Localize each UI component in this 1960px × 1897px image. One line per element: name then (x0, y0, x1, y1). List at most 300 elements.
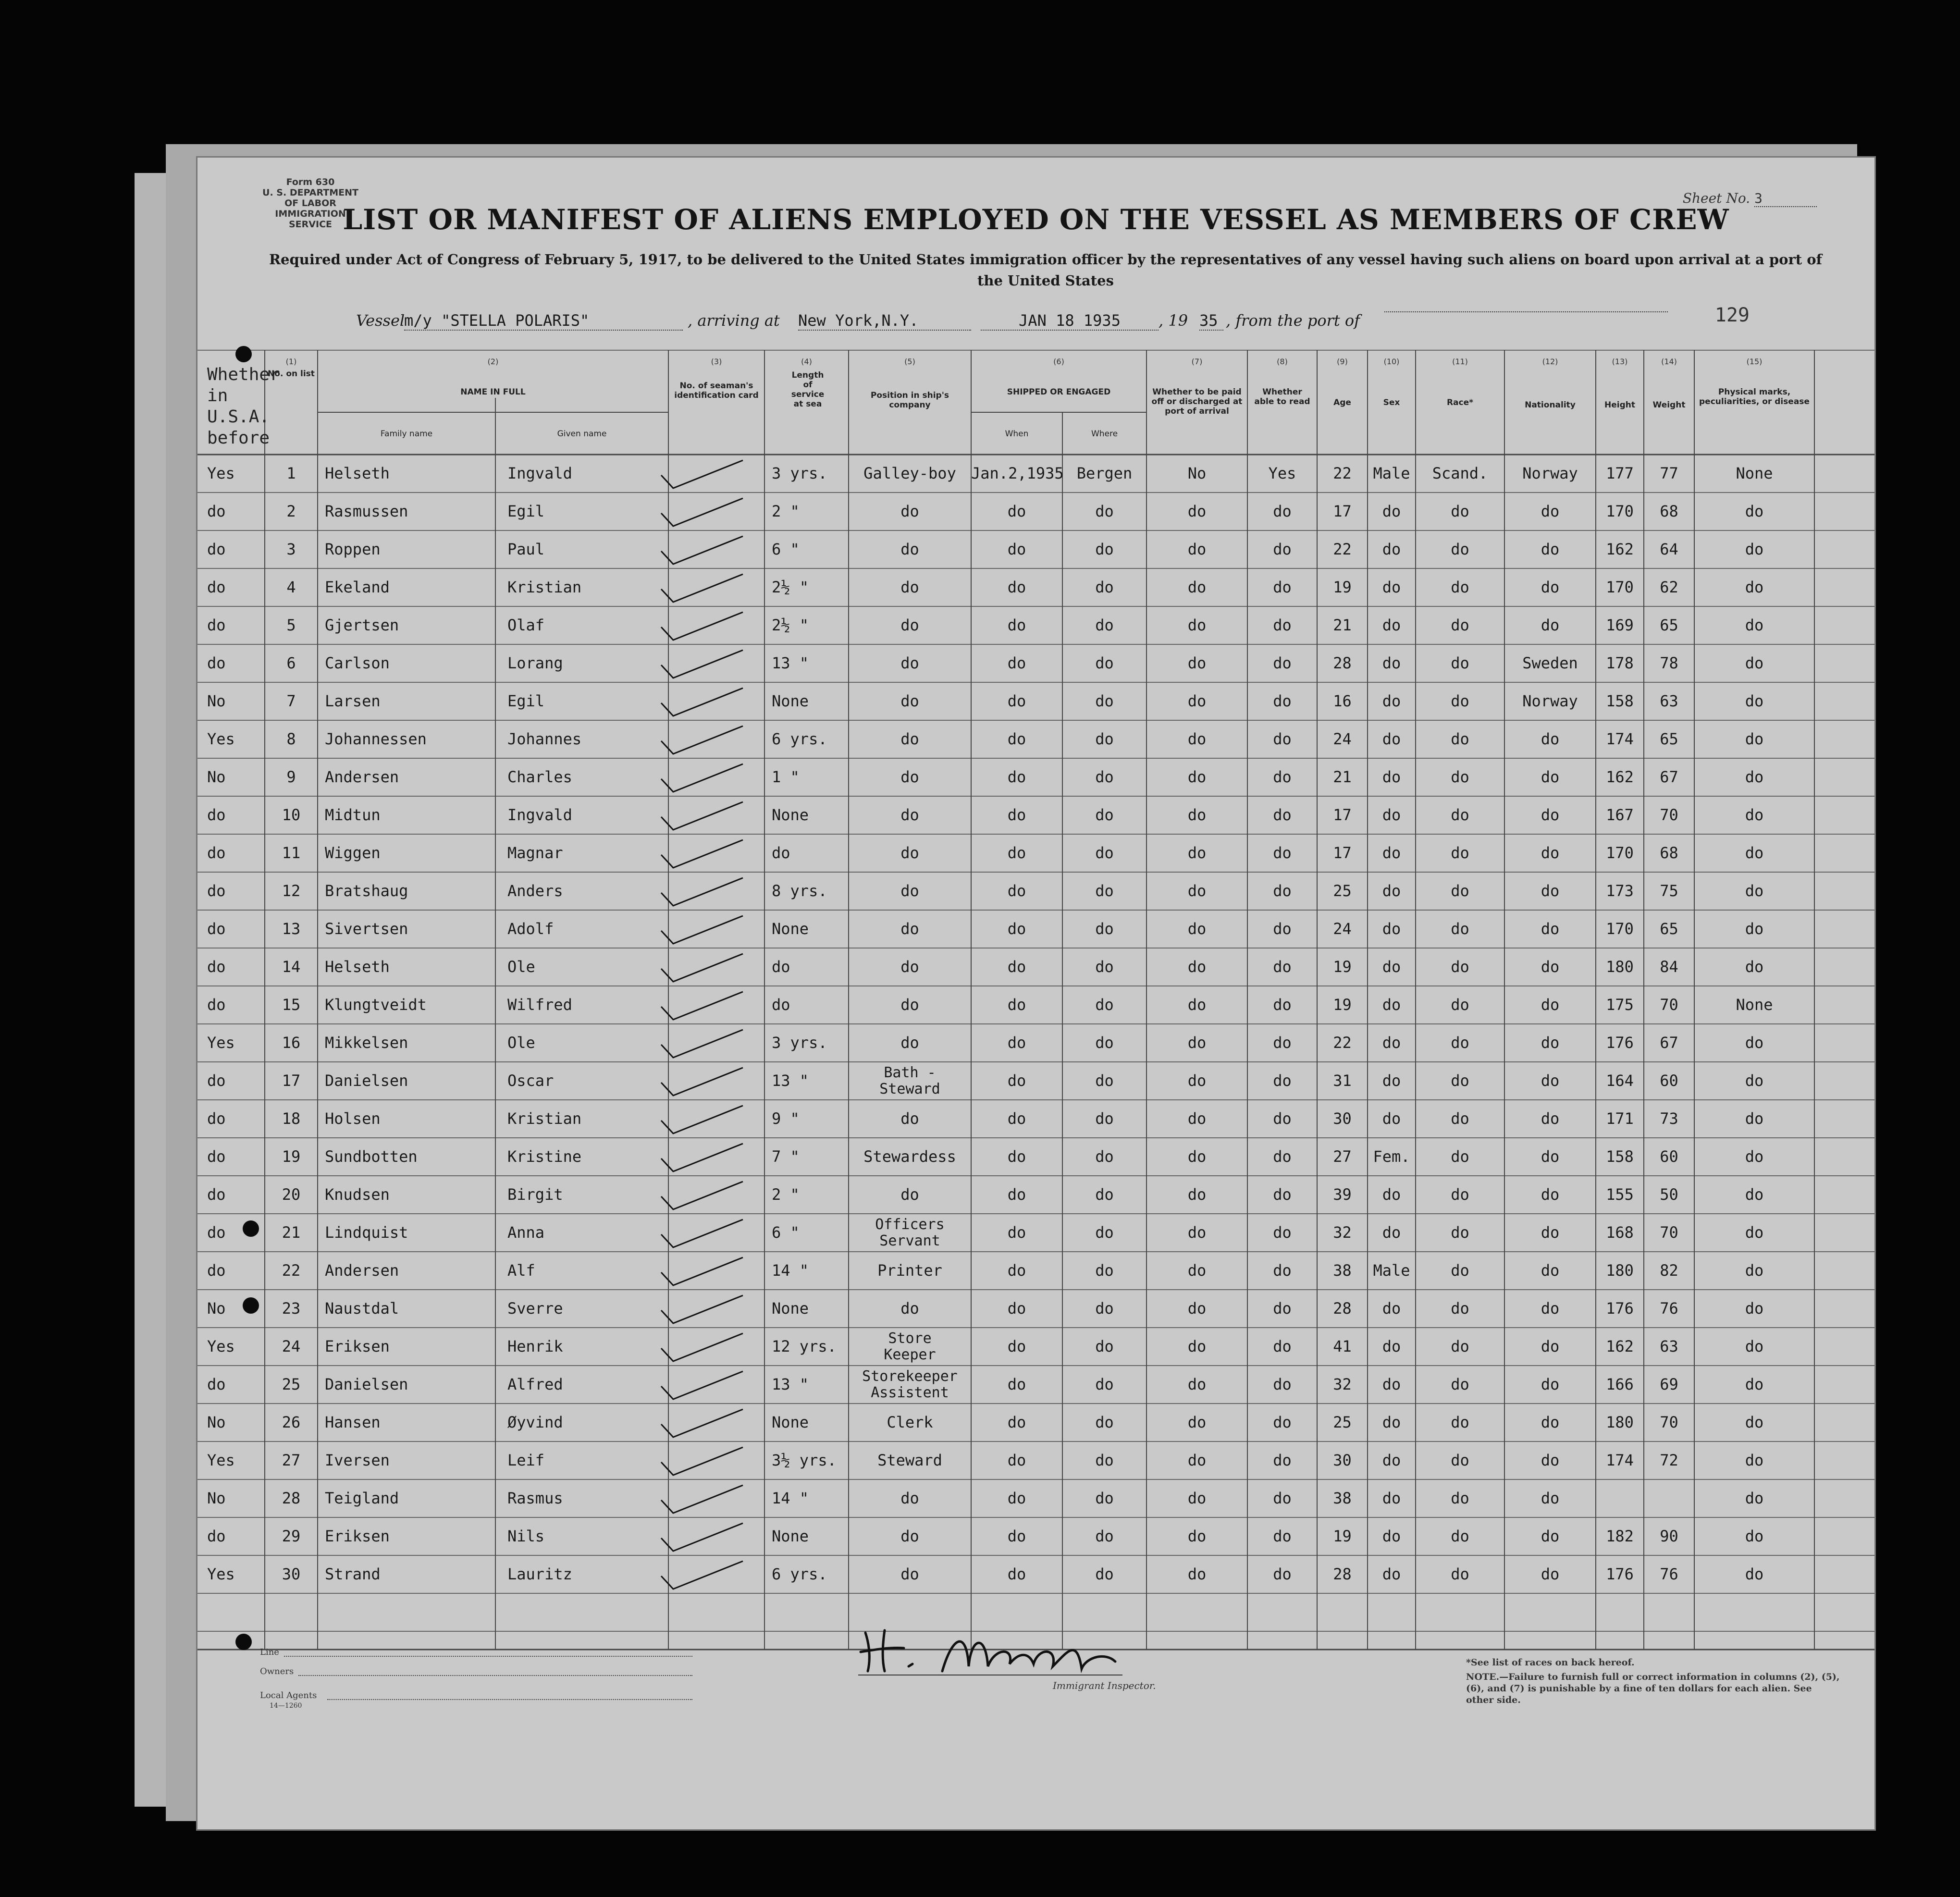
table-row (197, 1062, 1874, 1100)
cell-read: do (1273, 1337, 1292, 1355)
cell-weight (1644, 1479, 1694, 1517)
cell-position: Clerk (887, 1413, 933, 1431)
manifest-number: 129 (1714, 304, 1750, 326)
cell-family: Ekeland (325, 578, 390, 596)
cell-nationality: do (1541, 1147, 1560, 1166)
cell-read: do (1273, 502, 1292, 520)
cell-paid: do (1187, 1489, 1207, 1507)
vessel-name: m/y "STELLA POLARIS" (404, 311, 683, 331)
cell-before: do (207, 616, 226, 634)
checkmark-icon (652, 1180, 748, 1213)
cell-paid: do (1187, 1147, 1207, 1166)
cell-paid: do (1187, 958, 1207, 976)
checkmark-icon (652, 1407, 748, 1441)
sheet-number: Sheet No. 3 (1683, 190, 1817, 207)
cell-height: 170 (1606, 578, 1634, 596)
cell-age: 28 (1333, 1299, 1352, 1318)
table-row (197, 644, 1874, 682)
cell-marks: do (1745, 1413, 1764, 1431)
cell-marks: do (1745, 1565, 1764, 1583)
cell-length: None (772, 1413, 809, 1431)
cell-given: Johannes (507, 730, 582, 748)
table-row (197, 606, 1874, 644)
cell-paid: do (1187, 1034, 1207, 1052)
cell-weight: 70 (1660, 996, 1678, 1014)
header-given-name: Given name (557, 429, 607, 439)
checkmark-icon (652, 1483, 748, 1517)
cell-nationality: do (1541, 1109, 1560, 1128)
cell-before: do (207, 1261, 226, 1280)
cell-where: Bergen (1076, 464, 1133, 482)
cell-no: 22 (282, 1261, 301, 1280)
table-row (197, 986, 1874, 1024)
cell-marks: do (1745, 502, 1764, 520)
header-id-card: No. of seaman's identification card (674, 381, 759, 400)
cell-when: do (1007, 768, 1026, 786)
cell-position: do (900, 882, 919, 900)
cell-weight: 90 (1660, 1527, 1678, 1545)
cell-read: do (1273, 1565, 1292, 1583)
cell-before: No (207, 692, 226, 710)
cell-position: do (900, 768, 919, 786)
arriving-at: New York,N.Y. (798, 311, 971, 331)
cell-age: 25 (1333, 882, 1352, 900)
cell-family: Sundbotten (325, 1147, 418, 1166)
cell-paid: do (1187, 1337, 1207, 1355)
cell-read: do (1273, 1375, 1292, 1393)
cell-no: 11 (282, 844, 301, 862)
cell-race: do (1451, 692, 1469, 710)
table-row (197, 758, 1874, 796)
table-row (197, 872, 1874, 910)
cell-paid: do (1187, 1527, 1207, 1545)
cell-when: do (1007, 1109, 1026, 1128)
cell-read: do (1273, 1299, 1292, 1318)
cell-sex: do (1382, 1451, 1401, 1469)
cell-no: 26 (282, 1413, 301, 1431)
cell-given: Ole (507, 958, 535, 976)
cell-family: Andersen (325, 768, 399, 786)
cell-before: do (207, 996, 226, 1014)
checkmark-icon (652, 572, 748, 606)
cell-nationality: do (1541, 1413, 1560, 1431)
cell-sex: do (1382, 1185, 1401, 1204)
cell-given: Magnar (507, 844, 563, 862)
cell-height: 158 (1606, 692, 1634, 710)
checkmark-icon (652, 648, 748, 682)
header-shipped: SHIPPED OR ENGAGED (1007, 387, 1111, 397)
cell-read: do (1273, 692, 1292, 710)
cell-when: do (1007, 996, 1026, 1014)
cell-marks: do (1745, 1072, 1764, 1090)
cell-height: 180 (1606, 958, 1634, 976)
cell-race: do (1451, 1072, 1469, 1090)
cell-family: Carlson (325, 654, 390, 672)
cell-read: do (1273, 1413, 1292, 1431)
cell-length: 13 " (772, 1375, 809, 1393)
cell-age: 32 (1333, 1375, 1352, 1393)
cell-height: 162 (1606, 1337, 1634, 1355)
cell-age: 30 (1333, 1109, 1352, 1128)
cell-given: Ingvald (507, 464, 572, 482)
cell-race: do (1451, 844, 1469, 862)
cell-before: No (207, 1413, 226, 1431)
cell-age: 17 (1333, 844, 1352, 862)
cell-paid: do (1187, 806, 1207, 824)
header-position: Position in ship's company (870, 391, 949, 410)
cell-weight: 67 (1660, 768, 1678, 786)
cell-length: 2½ " (772, 578, 809, 596)
cell-length: None (772, 1299, 809, 1318)
cell-nationality: do (1541, 1261, 1560, 1280)
cell-height: 174 (1606, 1451, 1634, 1469)
cell-paid: do (1187, 768, 1207, 786)
cell-position: do (900, 1565, 919, 1583)
cell-nationality: do (1541, 1489, 1560, 1507)
cell-no: 25 (282, 1375, 301, 1393)
cell-marks: do (1745, 540, 1764, 558)
owners-label: Owners (260, 1666, 294, 1676)
checkmark-icon (652, 838, 748, 872)
cell-given: Ole (507, 1034, 535, 1052)
cell-marks: do (1745, 1223, 1764, 1242)
cell-no: 17 (282, 1072, 301, 1090)
cell-race: do (1451, 882, 1469, 900)
cell-given: Lauritz (507, 1565, 572, 1583)
cell-family: Hansen (325, 1413, 381, 1431)
cell-when: do (1007, 1299, 1026, 1318)
cell-read: do (1273, 1527, 1292, 1545)
cell-nationality: do (1541, 958, 1560, 976)
cell-nationality: do (1541, 1451, 1560, 1469)
header-marks: Physical marks, peculiarities, or disease (1699, 387, 1810, 406)
cell-family: Mikkelsen (325, 1034, 408, 1052)
cell-given: Egil (507, 502, 545, 520)
cell-race: do (1451, 654, 1469, 672)
cell-length: 14 " (772, 1261, 809, 1280)
cell-given: Adolf (507, 920, 554, 938)
cell-when: do (1007, 1451, 1026, 1469)
header-race: Race* (1446, 398, 1474, 407)
cell-age: 28 (1333, 654, 1352, 672)
cell-when: do (1007, 1565, 1026, 1583)
cell-length: 9 " (772, 1109, 800, 1128)
cell-family: Teigland (325, 1489, 399, 1507)
cell-position: do (900, 806, 919, 824)
checkmark-icon (652, 1028, 748, 1061)
cell-where: do (1095, 654, 1114, 672)
cell-where: do (1095, 844, 1114, 862)
cell-where: do (1095, 1489, 1114, 1507)
cell-height: 178 (1606, 654, 1634, 672)
cell-position: do (900, 578, 919, 596)
cell-age: 30 (1333, 1451, 1352, 1469)
cell-where: do (1095, 1185, 1114, 1204)
cell-height: 176 (1606, 1299, 1634, 1318)
cell-race: do (1451, 1565, 1469, 1583)
checkmark-icon (652, 952, 748, 985)
cell-given: Olaf (507, 616, 545, 634)
cell-before: do (207, 806, 226, 824)
cell-given: Charles (507, 768, 572, 786)
agents-code: 14—1260 (270, 1702, 302, 1710)
checkmark-icon (652, 990, 748, 1023)
header-nationality: Nationality (1525, 400, 1576, 410)
cell-sex: do (1382, 692, 1401, 710)
cell-sex: do (1382, 502, 1401, 520)
table-row (197, 1441, 1874, 1479)
cell-position: Galley-boy (863, 464, 956, 482)
cell-where: do (1095, 502, 1114, 520)
cell-where: do (1095, 1451, 1114, 1469)
cell-where: do (1095, 1413, 1114, 1431)
cell-given: Paul (507, 540, 545, 558)
cell-marks: do (1745, 844, 1764, 862)
checkmark-icon (652, 1521, 748, 1555)
cell-height: 158 (1606, 1147, 1634, 1166)
cell-no: 24 (282, 1337, 301, 1355)
cell-read: do (1273, 1034, 1292, 1052)
cell-read: do (1273, 1147, 1292, 1166)
cell-no: 19 (282, 1147, 301, 1166)
table-row (197, 530, 1874, 568)
header-name-in-full: NAME IN FULL (460, 387, 526, 397)
cell-sex: do (1382, 958, 1401, 976)
cell-nationality: do (1541, 1223, 1560, 1242)
cell-age: 25 (1333, 1413, 1352, 1431)
cell-where: do (1095, 996, 1114, 1014)
line-field (284, 1656, 692, 1657)
agents-label: Local Agents (260, 1690, 317, 1700)
cell-length: 2 " (772, 1185, 800, 1204)
cell-marks: do (1745, 1185, 1764, 1204)
cell-position: Store Keeper (884, 1330, 936, 1363)
cell-read: do (1273, 996, 1292, 1014)
cell-position: do (900, 844, 919, 862)
cell-before: do (207, 1527, 226, 1545)
checkmark-icon (652, 1104, 748, 1137)
vessel-line: Vessel m/y "STELLA POLARIS" , arriving at New York,N.Y. JAN 18 1935 , 19 35 , from the port of (356, 311, 1807, 333)
cell-given: Egil (507, 692, 545, 710)
table-row (197, 1100, 1874, 1138)
cell-read: do (1273, 730, 1292, 748)
checkmark-icon (652, 534, 748, 568)
cell-sex: do (1382, 920, 1401, 938)
cell-marks: do (1745, 1034, 1764, 1052)
cell-paid: do (1187, 1375, 1207, 1393)
cell-sex: do (1382, 1034, 1401, 1052)
cell-height: 166 (1606, 1375, 1634, 1393)
table-row (197, 1517, 1874, 1555)
cell-where: do (1095, 1109, 1114, 1128)
cell-length: 14 " (772, 1489, 809, 1507)
cell-nationality: do (1541, 730, 1560, 748)
header-height: Height (1604, 400, 1635, 410)
cell-length: None (772, 692, 809, 710)
cell-race: do (1451, 1185, 1469, 1204)
cell-given: Sverre (507, 1299, 563, 1318)
table-row (197, 1366, 1874, 1404)
cell-family: Andersen (325, 1261, 399, 1280)
cell-sex: Fem. (1373, 1147, 1410, 1166)
cell-when: do (1007, 654, 1026, 672)
cell-when: do (1007, 1147, 1026, 1166)
checkmark-icon (652, 800, 748, 834)
cell-when: do (1007, 1527, 1026, 1545)
cell-no: 30 (282, 1565, 301, 1583)
cell-no: 14 (282, 958, 301, 976)
cell-given: Anna (507, 1223, 545, 1242)
cell-no: 10 (282, 806, 301, 824)
cell-marks: None (1736, 464, 1773, 482)
cell-family: Rasmussen (325, 502, 408, 520)
cell-age: 19 (1333, 1527, 1352, 1545)
header-sex: Sex (1383, 398, 1400, 407)
cell-family: Johannessen (325, 730, 427, 748)
cell-when: do (1007, 1223, 1026, 1242)
cell-age: 17 (1333, 502, 1352, 520)
cell-height: 171 (1606, 1109, 1634, 1128)
punch-hole (243, 1297, 259, 1314)
cell-height: 177 (1606, 464, 1634, 482)
cell-sex: do (1382, 768, 1401, 786)
cell-age: 17 (1333, 806, 1352, 824)
table-row (197, 1479, 1874, 1517)
cell-no: 15 (282, 996, 301, 1014)
cell-no: 20 (282, 1185, 301, 1204)
cell-height: 155 (1606, 1185, 1634, 1204)
cell-marks: do (1745, 730, 1764, 748)
cell-where: do (1095, 1337, 1114, 1355)
cell-given: Wilfred (507, 996, 572, 1014)
header-where: Where (1091, 429, 1118, 439)
cell-family: Wiggen (325, 844, 381, 862)
punch-hole (235, 346, 252, 362)
cell-family: Naustdal (325, 1299, 399, 1318)
cell-length: 1 " (772, 768, 800, 786)
cell-when: do (1007, 1413, 1026, 1431)
table-row (197, 1024, 1874, 1062)
cell-where: do (1095, 1527, 1114, 1545)
agents-field (327, 1699, 692, 1700)
cell-weight: 78 (1660, 654, 1678, 672)
checkmark-icon (652, 1218, 748, 1251)
cell-family: Danielsen (325, 1072, 408, 1090)
cell-sex: do (1382, 844, 1401, 862)
cell-no: 8 (286, 730, 296, 748)
cell-before: Yes (207, 1451, 235, 1469)
cell-length: 3 yrs. (772, 1034, 827, 1052)
cell-when: do (1007, 616, 1026, 634)
cell-race: Scand. (1432, 464, 1488, 482)
cell-where: do (1095, 1565, 1114, 1583)
cell-position: do (900, 1109, 919, 1128)
cell-read: do (1273, 654, 1292, 672)
header-paid-off: Whether to be paid off or discharged at port of arrival (1151, 387, 1243, 416)
cell-family: Midtun (325, 806, 381, 824)
cell-paid: do (1187, 578, 1207, 596)
cell-marks: do (1745, 1337, 1764, 1355)
cell-marks: do (1745, 1109, 1764, 1128)
cell-before: No (207, 768, 226, 786)
cell-where: do (1095, 1261, 1114, 1280)
cell-race: do (1451, 1451, 1469, 1469)
cell-weight: 65 (1660, 616, 1678, 634)
cell-no: 1 (286, 464, 296, 482)
date-stamp: JAN 18 1935 (981, 311, 1159, 331)
cell-when: do (1007, 1185, 1026, 1204)
cell-before: No (207, 1299, 226, 1318)
cell-weight: 63 (1660, 1337, 1678, 1355)
cell-when: do (1007, 1337, 1026, 1355)
header-family-name: Family name (380, 429, 433, 439)
cell-where: do (1095, 806, 1114, 824)
page-subtitle: Required under Act of Congress of February 5, 1917, to be delivered to the United States immigration officer by the representatives of any vessel having such aliens on board upon arrival at a port of the United States (269, 251, 1823, 289)
cell-weight: 60 (1660, 1147, 1678, 1166)
cell-race: do (1451, 1299, 1469, 1318)
cell-race: do (1451, 1337, 1469, 1355)
cell-sex: do (1382, 1375, 1401, 1393)
cell-race: do (1451, 616, 1469, 634)
cell-sex: do (1382, 1299, 1401, 1318)
cell-age: 22 (1333, 464, 1352, 482)
cell-position: Storekeeper Assistent (862, 1368, 958, 1401)
cell-marks: do (1745, 768, 1764, 786)
cell-marks: do (1745, 1147, 1764, 1166)
cell-race: do (1451, 958, 1469, 976)
cell-height: 170 (1606, 844, 1634, 862)
table-row (197, 720, 1874, 758)
cell-race: do (1451, 1147, 1469, 1166)
cell-where: do (1095, 730, 1114, 748)
cell-read: do (1273, 1451, 1292, 1469)
cell-given: Anders (507, 882, 563, 900)
cell-race: do (1451, 768, 1469, 786)
cell-before: do (207, 958, 226, 976)
cell-given: Kristian (507, 578, 582, 596)
cell-family: Knudsen (325, 1185, 390, 1204)
cell-race: do (1451, 1375, 1469, 1393)
cell-length: 12 yrs. (772, 1337, 837, 1355)
cell-before: do (207, 1223, 226, 1242)
header-when: When (1005, 429, 1029, 439)
cell-marks: do (1745, 1299, 1764, 1318)
cell-race: do (1451, 920, 1469, 938)
table-row (197, 1290, 1874, 1328)
cell-paid: do (1187, 920, 1207, 938)
cell-no: 9 (286, 768, 296, 786)
cell-race: do (1451, 1223, 1469, 1242)
cell-where: do (1095, 1072, 1114, 1090)
cell-position: do (900, 1299, 919, 1318)
cell-nationality: do (1541, 920, 1560, 938)
cell-age: 19 (1333, 958, 1352, 976)
cell-weight: 62 (1660, 578, 1678, 596)
cell-read: do (1273, 616, 1292, 634)
cell-family: Iversen (325, 1451, 390, 1469)
cell-race: do (1451, 730, 1469, 748)
cell-family: Bratshaug (325, 882, 408, 900)
cell-nationality: do (1541, 540, 1560, 558)
cell-nationality: do (1541, 1299, 1560, 1318)
cell-no: 16 (282, 1034, 301, 1052)
inspector-label: Immigrant Inspector. (1053, 1680, 1156, 1691)
cell-position: Steward (877, 1451, 942, 1469)
cell-length: 6 " (772, 1223, 800, 1242)
header-length-service: Length of service at sea (791, 370, 825, 409)
cell-where: do (1095, 920, 1114, 938)
cell-race: do (1451, 1261, 1469, 1280)
